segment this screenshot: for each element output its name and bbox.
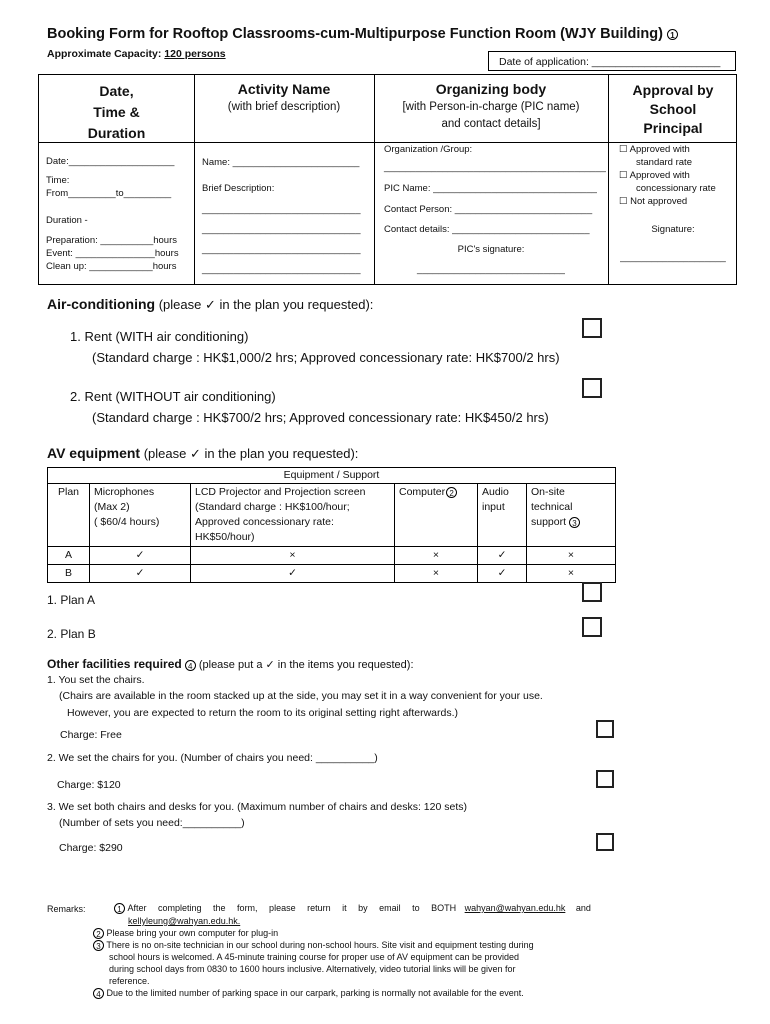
facility-item-3: 3. We set both chairs and desks for you. (Maximum number of chairs and desks: 120 sets) (Number of sets you need:__________) [47,801,467,829]
contact-details-field[interactable]: Contact details: __________________________ [384,224,590,235]
facilities-heading: Other facilities required 4 (please put a ✓ in the items you requested): [47,657,414,671]
not-approved-checkbox[interactable]: ☐ Not approved [619,196,688,207]
approved-standard-label: standard rate [636,157,692,168]
table-row: A ✓ × × ✓ × [48,547,616,565]
date-of-application-field[interactable]: Date of application: ______________________ [488,51,736,71]
chairs-set-checkbox[interactable] [596,770,614,788]
duration-label: Duration - [46,215,88,226]
capacity: Approximate Capacity: 120 persons [47,48,226,60]
email-link-wahyan[interactable]: wahyan@wahyan.edu.hk [464,903,566,913]
activity-name-field[interactable]: Name: ________________________ [202,157,360,168]
header-activity: Activity Name (with brief description) [227,81,341,113]
chairs-desks-checkbox[interactable] [596,833,614,851]
av-equipment-table [47,467,616,583]
date-field[interactable]: Date:____________________ [46,156,175,167]
remark-3-cont: school hours is welcomed. A 45-minute training course for proper use of AV equipment can be provided during school days from 0830 to 1600 hours inclusive. Alternatively, video tutorial links will be given for reference. [109,952,520,986]
approved-concessionary-checkbox[interactable]: ☐ Approved with [619,170,690,181]
remark-4: 4 Due to the limited number of parking space in our carpark, parking is normally not available for the event. [93,987,524,999]
form-title: Booking Form for Rooftop Classrooms-cum-Multipurpose Function Room (WJY Building) 1 [47,26,678,42]
note-1-icon: 1 [667,29,678,40]
event-hours-field[interactable]: Event: _______________hours [46,248,179,259]
header-organizing-body: Organizing body [with Person-in-charge (PIC name) and contact details] [402,81,580,130]
col-computer: Computer 2 [395,484,478,547]
col-microphones: Microphones (Max 2) ( $60/4 hours) [90,484,191,547]
col-onsite-support: On-site technical support 3 [527,484,616,547]
preparation-hours-field[interactable]: Preparation: __________hours [46,235,177,246]
remarks-label: Remarks: [47,904,86,914]
col-lcd-projector: LCD Projector and Projection screen (Standard charge : HK$100/hour; Approved concessionary rate: HK$50/hour) [191,484,395,547]
remark-1: 1 After completing the form, please return it by email to BOTH wahyan@wahyan.edu.hk and [114,902,644,914]
aircon-with-checkbox[interactable] [582,318,602,338]
plan-b-checkbox[interactable] [582,617,602,637]
pic-signature-label: PIC's signature: [457,244,525,255]
plan-a-label: 1. Plan A [47,593,96,607]
chairs-self-checkbox[interactable] [596,720,614,738]
charge-290: Charge: $290 [59,842,123,854]
pic-signature-field[interactable]: ____________________________ [417,264,565,275]
facility-item-2: 2. We set the chairs for you. (Number of chairs you need: __________) [47,752,378,764]
principal-signature-field[interactable]: ____________________ [620,252,726,263]
contact-person-field[interactable]: Contact Person: __________________________ [384,204,593,215]
pic-name-field[interactable]: PIC Name: _______________________________ [384,183,597,194]
remark-3: 3 There is no on-site technician in our school during non-school hours. Site visit and equipment testing during [93,939,534,951]
plan-b-label: 2. Plan B [47,627,96,641]
description-line[interactable]: ______________________________ [202,224,361,235]
header-approval: Approval by School Principal [632,82,714,136]
table-row: B ✓ ✓ × ✓ × [48,565,616,583]
col-plan: Plan [48,484,90,547]
approved-concessionary-label: concessionary rate [636,183,716,194]
remark-2: 2 Please bring your own computer for plug-in [93,927,278,939]
charge-120: Charge: $120 [57,779,121,791]
description-line[interactable]: ______________________________ [202,244,361,255]
charge-free: Charge: Free [60,729,122,741]
booking-details-table [38,74,737,285]
cleanup-hours-field[interactable]: Clean up: ____________hours [46,261,177,272]
organization-label: Organization /Group: [384,144,473,155]
plan-a-checkbox[interactable] [582,582,602,602]
description-line[interactable]: ______________________________ [202,204,361,215]
time-from-to-field[interactable]: From_________to_________ [46,188,172,199]
organization-field[interactable]: __________________________________________ [384,162,606,173]
av-heading: AV equipment (please ✓ in the plan you requested): [47,445,359,461]
aircon-without-checkbox[interactable] [582,378,602,398]
approved-standard-checkbox[interactable]: ☐ Approved with [619,144,690,155]
time-label: Time: [46,175,70,186]
header-date: Date, Time & Duration [87,83,146,141]
aircon-heading: Air-conditioning (please ✓ in the plan you requested): [47,296,374,312]
facility-item-1: 1. You set the chairs. (Chairs are available in the room stacked up at the side, you may set it in a way convenient for your use. However, you are expected to return the room to its original setting right afterwards.) [47,674,543,719]
col-audio-input: Audio input [478,484,527,547]
aircon-option-2: 2. Rent (WITHOUT air conditioning) (Standard charge : HK$700/2 hrs; Approved concessionary rate: HK$450/2 hrs) [70,389,549,425]
signature-label: Signature: [651,224,695,235]
equipment-support-header: Equipment / Support [48,468,616,484]
email-link-kelly[interactable]: kellyleung@wahyan.edu.hk. [128,916,241,926]
description-line[interactable]: ______________________________ [202,264,361,275]
aircon-option-1: 1. Rent (WITH air conditioning) (Standard charge : HK$1,000/2 hrs; Approved concessionary rate: HK$700/2 hrs) [70,329,560,365]
brief-description-label: Brief Description: [202,183,275,194]
